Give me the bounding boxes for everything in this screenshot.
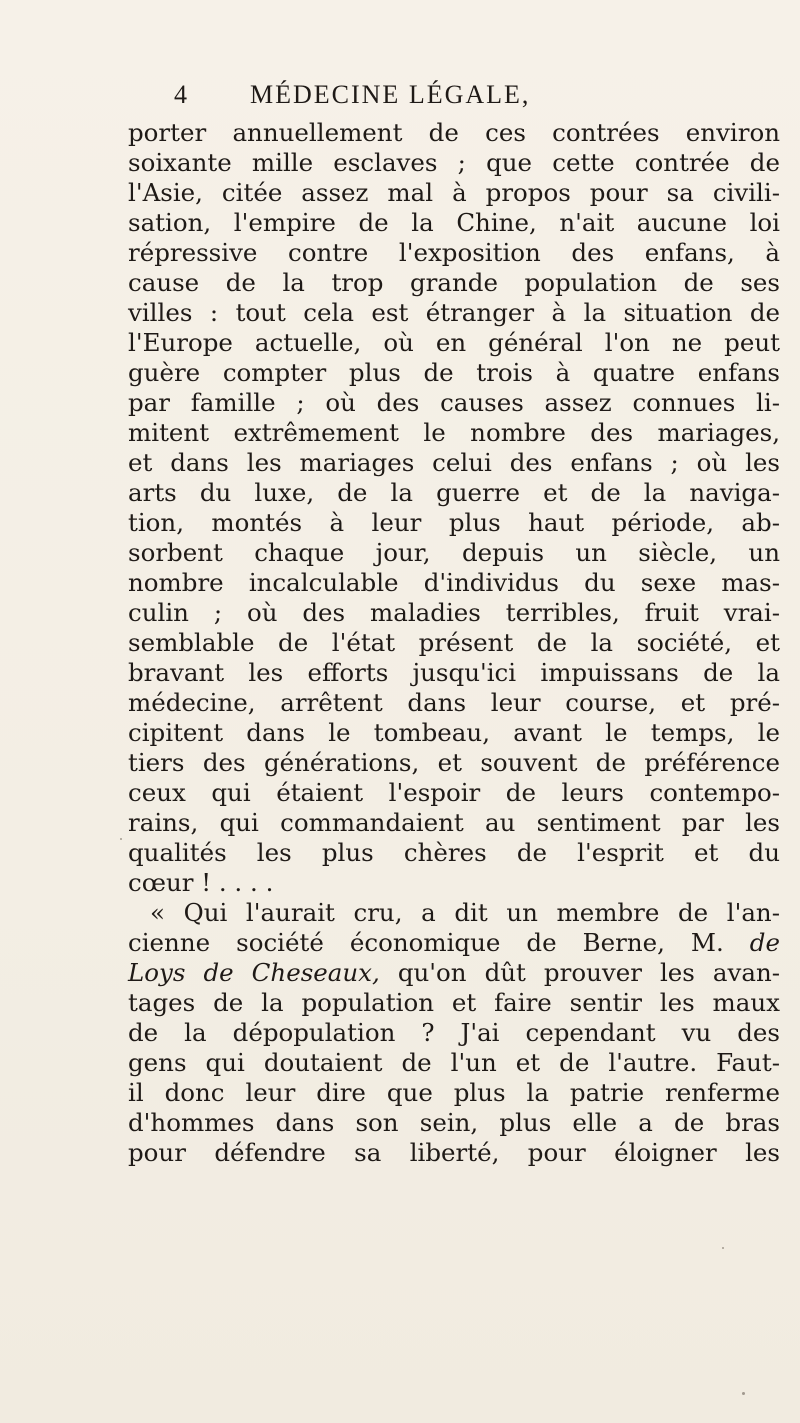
quote-line: de la dépopulation ? J'ai cependant vu des	[128, 1018, 780, 1047]
quote-text: qu'on dût prouver les avan-	[397, 958, 781, 987]
paper-speck	[742, 1392, 745, 1395]
text-line: cause de la trop grande population de ses	[128, 268, 780, 297]
quote-italic: Loys de Cheseaux,	[128, 958, 380, 987]
quote-line: pour défendre sa liberté, pour éloigner les	[128, 1138, 780, 1167]
text-line: semblable de l'état présent de la société, et	[128, 628, 780, 657]
text-line: rains, qui commandaient au sentiment par les	[128, 808, 780, 837]
quote-line: tages de la population et faire sentir les maux	[128, 988, 780, 1017]
page-header	[174, 80, 620, 120]
text-line: médecine, arrêtent dans leur course, et pré-	[128, 688, 780, 717]
quote-text: cienne société économique de Berne, M.	[128, 928, 724, 957]
text-line: nombre incalculable d'individus du sexe mas-	[128, 568, 780, 597]
text-line: bravant les efforts jusqu'ici impuissans de la	[128, 658, 780, 687]
paper-speck	[722, 1247, 724, 1249]
text-line: arts du luxe, de la guerre et de la naviga-	[128, 478, 780, 507]
quote-line: d'hommes dans son sein, plus elle a de bras	[128, 1108, 780, 1137]
text-line: tiers des générations, et souvent de préférence	[128, 748, 780, 777]
quote-line: il donc leur dire que plus la patrie renferme	[128, 1078, 780, 1107]
text-line: répressive contre l'exposition des enfans, à	[128, 238, 780, 267]
text-line: ceux qui étaient l'espoir de leurs contempo-	[128, 778, 780, 807]
text-line: villes : tout cela est étranger à la situation de	[128, 298, 780, 327]
paper-speck	[120, 838, 122, 840]
quote-line: « Qui l'aurait cru, a dit un membre de l'an-	[150, 898, 780, 927]
text-line: soixante mille esclaves ; que cette contrée de	[128, 148, 780, 177]
text-line: et dans les mariages celui des enfans ; où les	[128, 448, 780, 477]
body-text	[128, 118, 780, 1168]
text-line: guère compter plus de trois à quatre enfans	[128, 358, 780, 387]
text-line: tion, montés à leur plus haut période, ab-	[128, 508, 780, 537]
text-line: mitent extrêmement le nombre des mariages,	[128, 418, 780, 447]
text-line: qualités les plus chères de l'esprit et du	[128, 838, 780, 867]
text-line: l'Europe actuelle, où en général l'on ne peut	[128, 328, 780, 357]
quote-line	[128, 928, 780, 958]
text-line: porter annuellement de ces contrées environ	[128, 118, 780, 147]
text-line: culin ; où des maladies terribles, fruit vrai-	[128, 598, 780, 627]
text-line: cipitent dans le tombeau, avant le temps, le	[128, 718, 780, 747]
quote-line	[128, 958, 780, 988]
quote-line: gens qui doutaient de l'un et de l'autre. Faut-	[128, 1048, 780, 1077]
text-line: cœur ! . . . .	[128, 868, 274, 897]
text-line: par famille ; où des causes assez connues li-	[128, 388, 780, 417]
quote-italic: de	[749, 928, 780, 957]
text-line: sation, l'empire de la Chine, n'ait aucune loi	[128, 208, 780, 237]
running-title: MÉDECINE LÉGALE,	[250, 80, 531, 109]
text-line: l'Asie, citée assez mal à propos pour sa civili-	[128, 178, 780, 207]
text-line: sorbent chaque jour, depuis un siècle, un	[128, 538, 780, 567]
page-number: 4	[174, 80, 187, 109]
